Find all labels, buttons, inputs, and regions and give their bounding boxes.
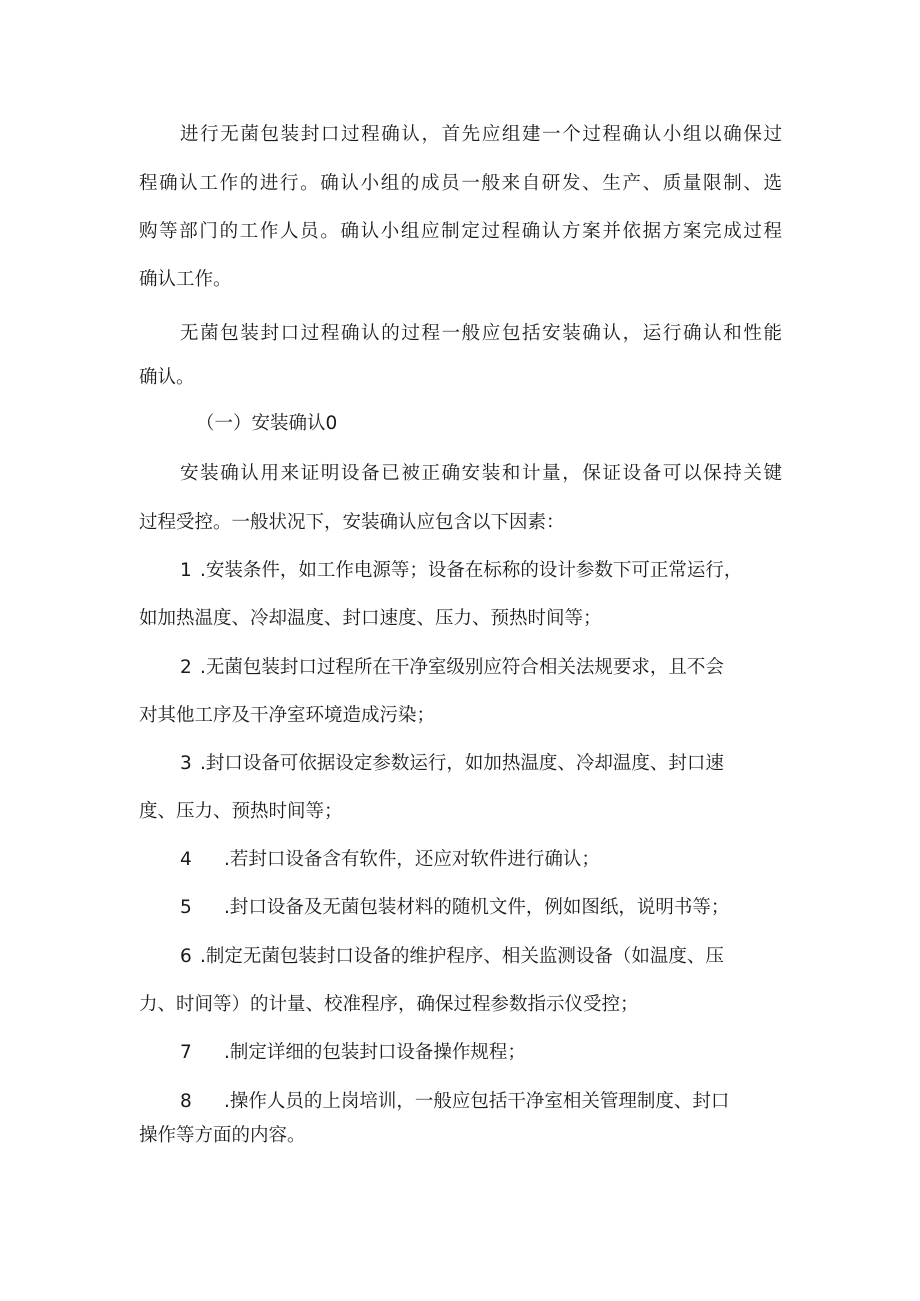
item-text: .封口设备可依据设定参数运行，如加热温度、冷却温度、封口速 bbox=[200, 753, 724, 774]
list-item-continuation: 力、时间等）的计量、校准程序，确保过程参数指示仪受控； bbox=[139, 994, 639, 1015]
list-item bbox=[180, 1041, 526, 1065]
list-item bbox=[180, 559, 742, 583]
paragraph-line: 安装确认用来证明设备已被正确安装和计量，保证设备可以保持关键 bbox=[180, 463, 782, 484]
section-heading: （一）安装确认0 bbox=[196, 413, 338, 434]
paragraph-line: 进行无菌包装封口过程确认，首先应组建一个过程确认小组以确保过 bbox=[180, 124, 782, 145]
item-text: .制定详细的包装封口设备操作规程； bbox=[224, 1042, 526, 1063]
list-item bbox=[180, 848, 600, 872]
item-number: 5 bbox=[180, 897, 192, 918]
list-item bbox=[180, 1090, 729, 1114]
paragraph-line: 购等部门的工作人员。确认小组应制定过程确认方案并依据方案完成过程 bbox=[139, 221, 782, 242]
list-item-continuation: 如加热温度、冷却温度、封口速度、压力、预热时间等； bbox=[139, 608, 602, 629]
list-item-continuation: 操作等方面的内容。 bbox=[139, 1125, 306, 1146]
item-text: .封口设备及无菌包装材料的随机文件，例如图纸，说明书等； bbox=[224, 897, 730, 918]
paragraph-line: 确认。 bbox=[139, 367, 195, 388]
list-item bbox=[180, 896, 729, 920]
item-text: .若封口设备含有软件，还应对软件进行确认； bbox=[224, 849, 600, 870]
item-number: 7 bbox=[180, 1042, 192, 1063]
item-text: .操作人员的上岗培训，一般应包括干净室相关管理制度、封口 bbox=[224, 1091, 730, 1112]
list-item bbox=[180, 656, 724, 680]
list-item bbox=[180, 752, 724, 776]
item-text: .安装条件，如工作电源等；设备在标称的设计参数下可正常运行， bbox=[200, 560, 743, 581]
item-number: 4 bbox=[180, 849, 192, 870]
paragraph-line: 无菌包装封口过程确认的过程一般应包括安装确认，运行确认和性能 bbox=[180, 323, 782, 344]
paragraph-line: 确认工作。 bbox=[139, 269, 232, 290]
item-number: 1 bbox=[180, 560, 192, 581]
list-item-continuation: 对其他工序及干净室环境造成污染； bbox=[139, 705, 436, 726]
item-text: .制定无菌包装封口设备的维护程序、相关监测设备（如温度、压 bbox=[200, 946, 724, 967]
item-text: .无菌包装封口过程所在干净室级别应符合相关法规要求，且不会 bbox=[200, 657, 724, 678]
paragraph-line: 过程受控。一般状况下，安装确认应包含以下因素： bbox=[139, 512, 565, 533]
item-number: 6 bbox=[180, 946, 192, 967]
item-number: 3 bbox=[180, 753, 192, 774]
list-item bbox=[180, 945, 724, 969]
paragraph-line: 程确认工作的进行。确认小组的成员一般来自研发、生产、质量限制、选 bbox=[139, 173, 782, 194]
list-item-continuation: 度、压力、预热时间等； bbox=[139, 801, 343, 822]
item-number: 8 bbox=[180, 1091, 192, 1112]
item-number: 2 bbox=[180, 657, 192, 678]
